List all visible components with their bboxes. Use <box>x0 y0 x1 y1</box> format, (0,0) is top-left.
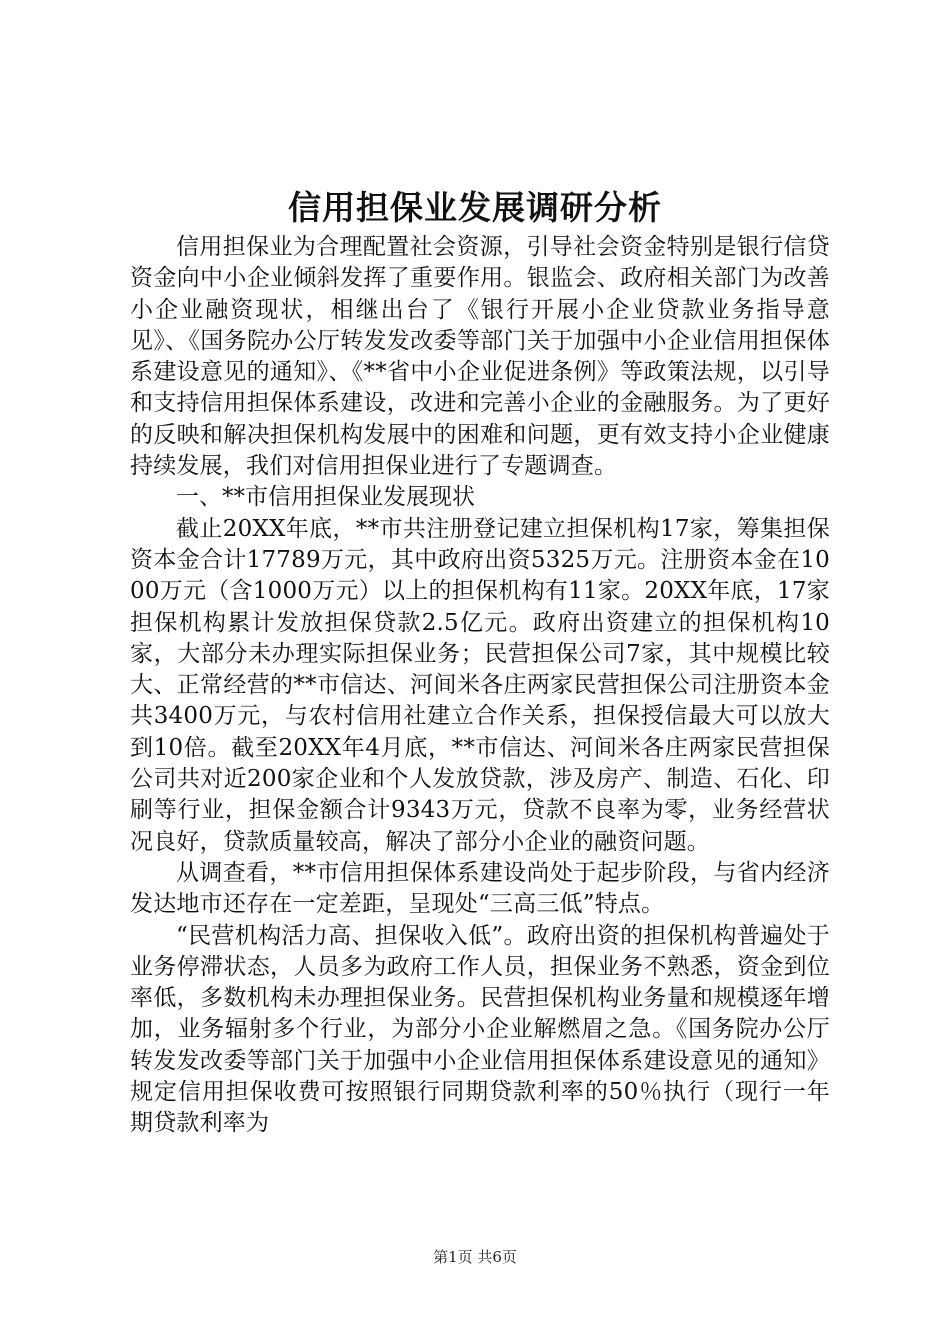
document-title: 信用担保业发展调研分析 <box>288 188 662 227</box>
section-heading-1: 一、**市信用担保业发展现状 <box>176 484 475 511</box>
paragraph-intro: 信用担保业为合理配置社会资源，引导社会资金特别是银行信贷资金向中小企业倾斜发挥了重要作用。银监会、政府相关部门为改善小企业融资现状，相继出台了《银行开展小企业贷款业务指导意见》、《国务院办公厅转发发改委等部门关于加强中小企业信用担保体系建设意见的通知》、《**省中小企业促进条例》等政策法规，以引导和支持信用担保体系建设，改进和完善小企业的金融服务。为了更好的反映和解决担保机构发展中的困难和问题，更有效支持小企业健康持续发展，我们对信用担保业进行了专题调查。 <box>130 234 830 480</box>
paragraph-survey: 从调查看，**市信用担保体系建设尚处于起步阶段，与省内经济发达地市还存在一定差距，呈现处“三高三低”特点。 <box>130 859 830 918</box>
paragraph-status: 截止20XX年底，**市共注册登记建立担保机构17家，筹集担保资本金合计17789万元，其中政府出资5325万元。注册资本金在1000万元（含1000万元）以上的担保机构有11家。20XX年底，17家担保机构累计发放担保贷款2.5亿元。政府出资建立的担保机构10家，大部分未办理实际担保业务；民营担保公司7家，其中规模比较大、正常经营的**市信达、河间米各庄两家民营担保公司注册资本金共3400万元，与农村信用社建立合作关系，担保授信最大可以放大到10倍。截至20XX年4月底，**市信达、河间米各庄两家民营担保公司共对近200家企业和个人发放贷款，涉及房产、制造、石化、印刷等行业，担保金额合计9343万元，贷款不良率为零，业务经营状况良好，贷款质量较高，解决了部分小企业的融资问题。 <box>130 515 830 855</box>
document-body <box>130 232 830 1140</box>
page-footer: 第1页 共6页 <box>433 1248 517 1266</box>
paragraph-private-agencies: “民营机构活力高、担保收入低”。政府出资的担保机构普遍处于业务停滞状态，人员多为政府工作人员，担保业务不熟悉，资金到位率低，多数机构未办理担保业务。民营担保机构业务量和规模逐年增加，业务辐射多个行业，为部分小企业解燃眉之急。《国务院办公厅转发发改委等部门关于加强中小企业信用担保体系建设意见的通知》规定信用担保收费可按照银行同期贷款利率的50％执行（现行一年期贷款利率为 <box>130 922 830 1137</box>
